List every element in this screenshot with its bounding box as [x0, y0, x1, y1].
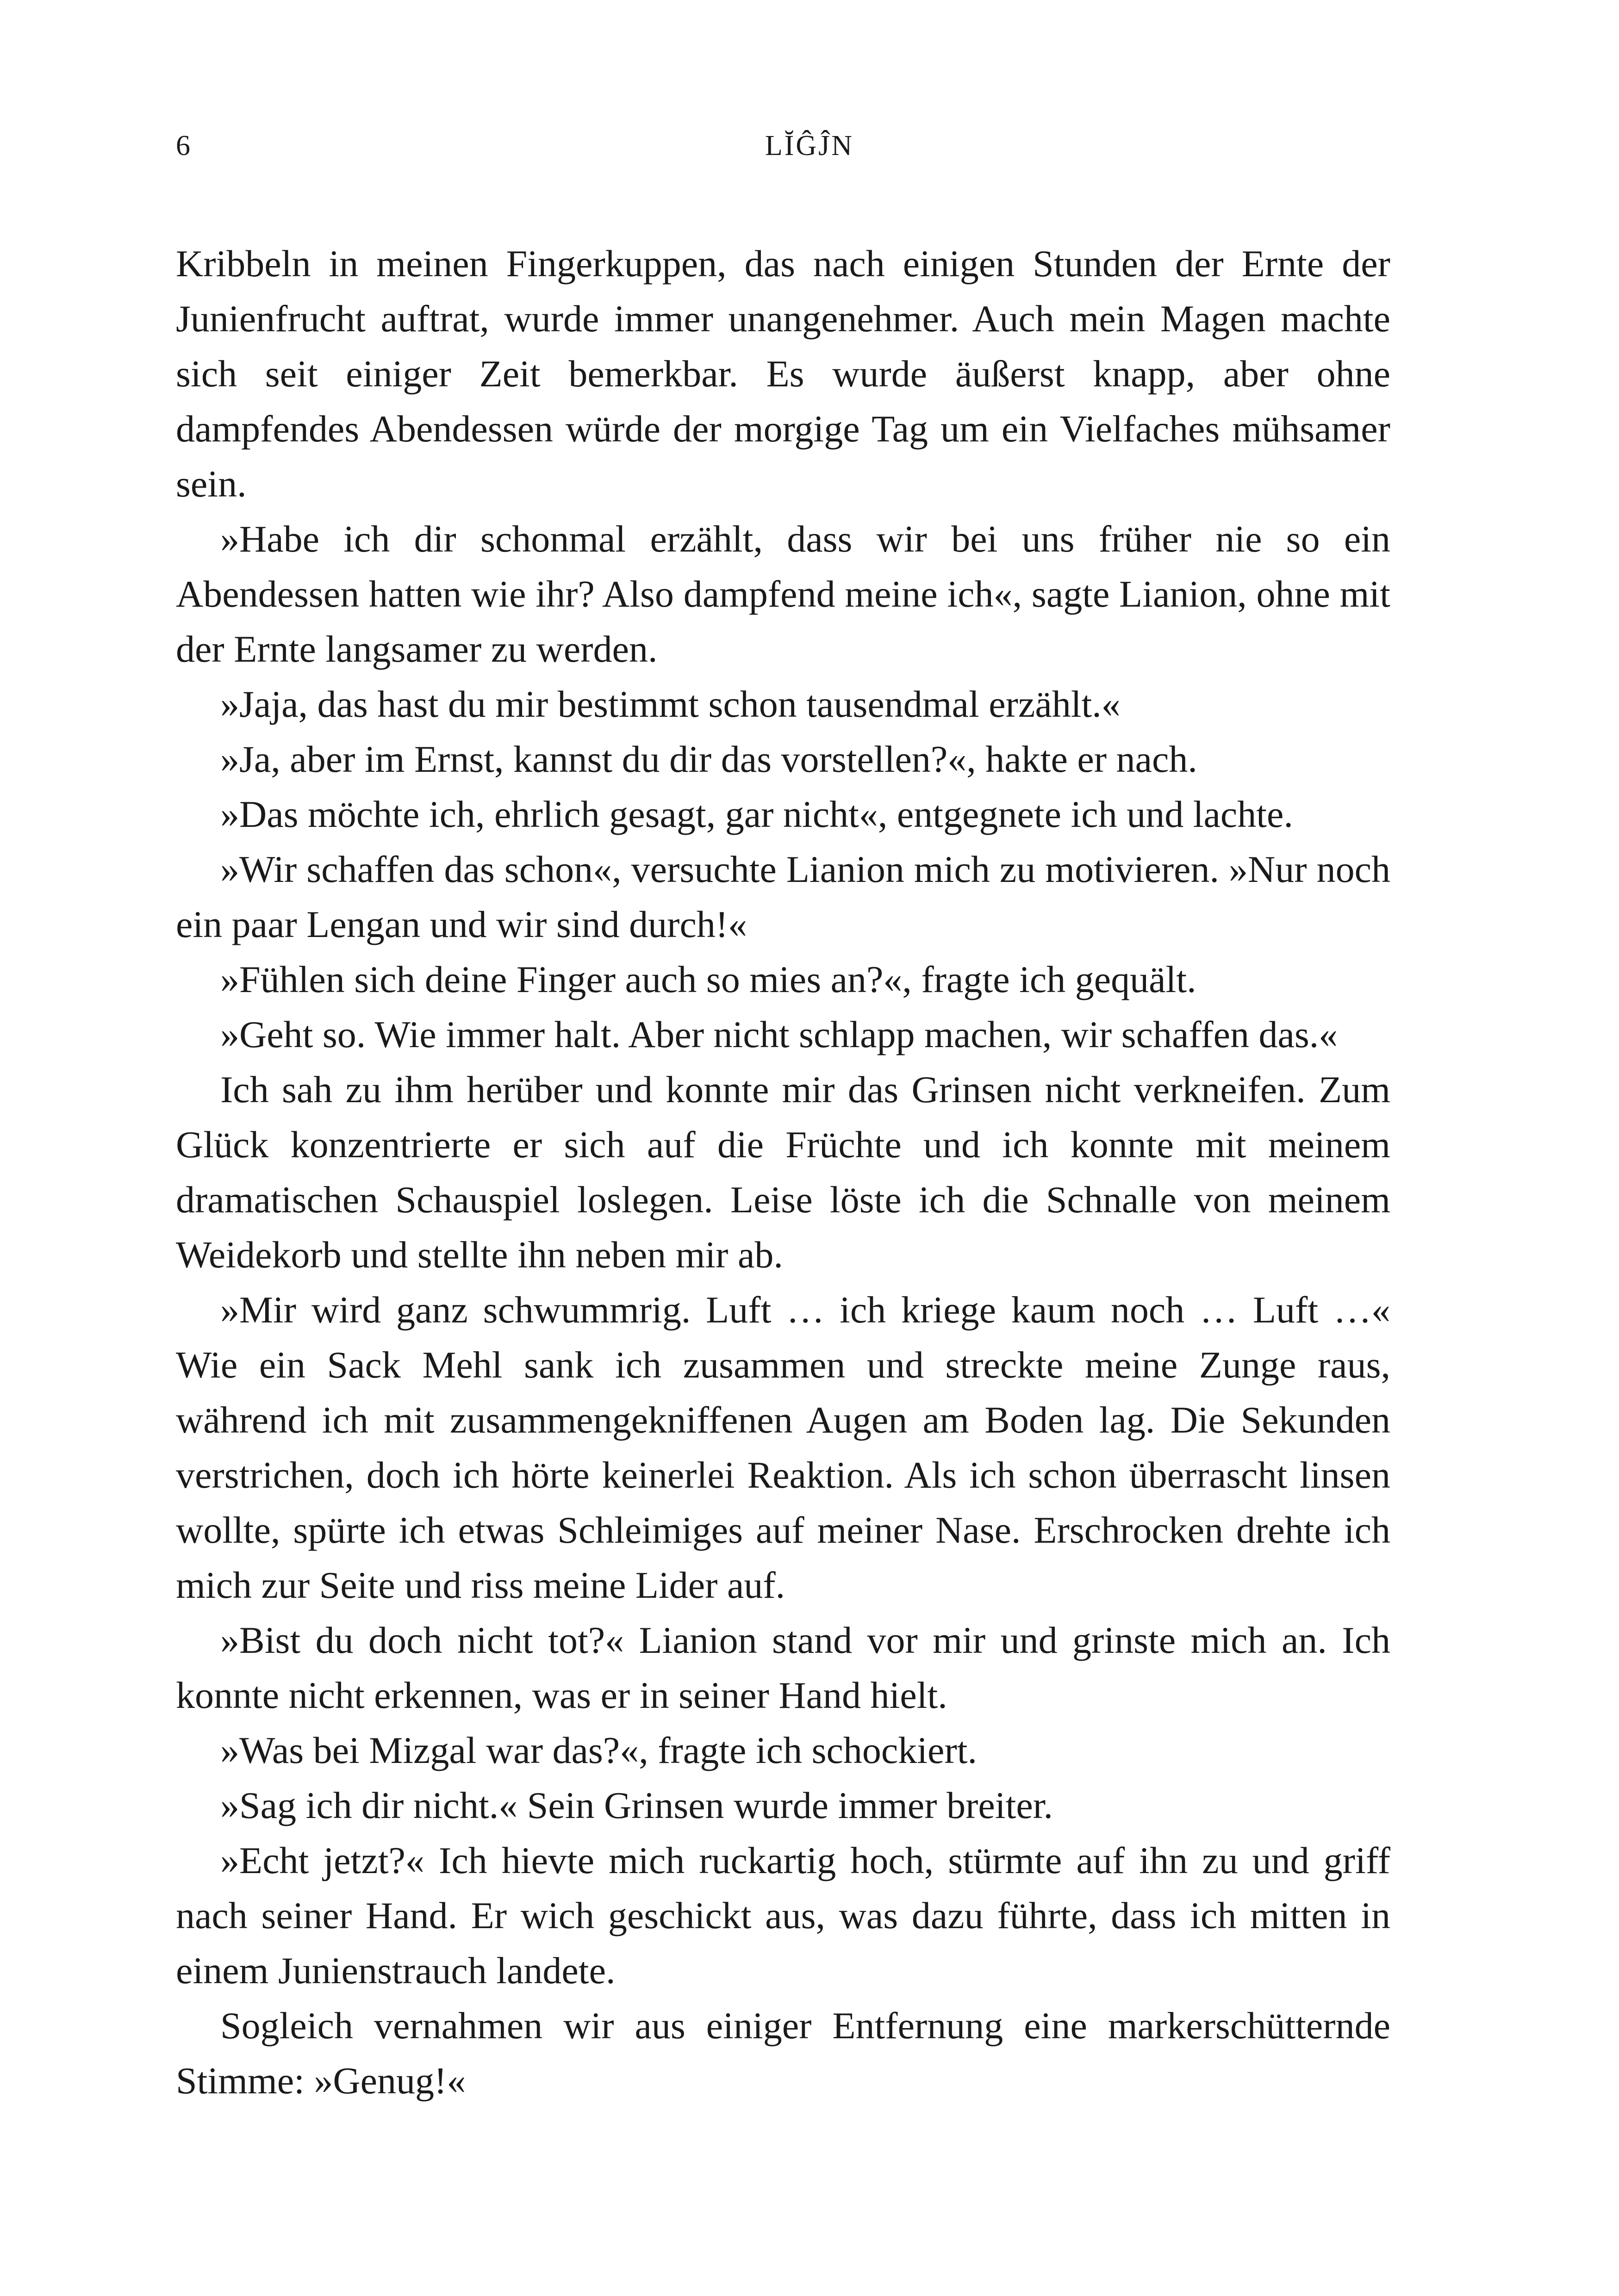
paragraph: Ich sah zu ihm herüber und konnte mir das Grinsen nicht verkneifen. Zum Glück konzentrierte er sich auf die Früchte und ich konnte mit meinem dramatischen Schauspiel loslegen. Leise löste ich die Schnalle von meinem Weidekorb und stellte ihn neben mir ab. [176, 1068, 1390, 1276]
paragraph: »Mir wird ganz schwummrig. Luft … ich kriege kaum noch … Luft …« Wie ein Sack Mehl sank ich zusammen und streckte meine Zunge raus, während ich mit zusammengekniffenen Augen am Boden lag. Die Sekunden verstrichen, doch ich hörte keinerlei Reaktion. Als ich schon überrascht linsen wollte, spürte ich etwas Schleimiges auf meiner Nase. Erschrocken drehte ich mich zur Seite und riss meine Lider auf. [176, 1289, 1390, 1606]
paragraph: »Sag ich dir nicht.« Sein Grinsen wurde immer breiter. [220, 1784, 1053, 1826]
paragraph: Sogleich vernahmen wir aus einiger Entfernung eine markerschütternde Stimme: »Genug!« [176, 2004, 1390, 2102]
paragraph: »Echt jetzt?« Ich hievte mich ruckartig hoch, stürmte auf ihn zu und griff nach seiner Hand. Er wich geschickt aus, was dazu führte, dass ich mitten in einem Junienstrauch landete. [176, 1839, 1390, 1992]
paragraph: »Bist du doch nicht tot?« Lianion stand vor mir und grinste mich an. Ich konnte nicht erkennen, was er in seiner Hand hielt. [176, 1619, 1390, 1716]
paragraph: »Geht so. Wie immer halt. Aber nicht schlapp machen, wir schaffen das.« [220, 1013, 1338, 1055]
paragraph: »Das möchte ich, ehrlich gesagt, gar nicht«, entgegnete ich und lachte. [220, 793, 1293, 835]
paragraph: »Wir schaffen das schon«, versuchte Lianion mich zu motivieren. »Nur noch ein paar Lengan und wir sind durch!« [176, 848, 1390, 945]
running-head: LĬĜĴN [765, 130, 854, 161]
paragraph: »Fühlen sich deine Finger auch so mies an?«, fragte ich gequält. [220, 958, 1196, 1000]
paragraph: »Ja, aber im Ernst, kannst du dir das vorstellen?«, hakte er nach. [220, 738, 1197, 780]
body-text [176, 236, 1390, 2108]
paragraph: »Jaja, das hast du mir bestimmt schon tausendmal erzählt.« [220, 683, 1121, 725]
paragraph: »Was bei Mizgal war das?«, fragte ich schockiert. [220, 1729, 978, 1771]
page-header [0, 125, 1619, 167]
page-number: 6 [176, 130, 190, 161]
paragraph: »Habe ich dir schonmal erzählt, dass wir bei uns früher nie so ein Abendessen hatten wie ihr? Also dampfend meine ich«, sagte Lianion, ohne mit der Ernte langsamer zu werden. [176, 518, 1390, 670]
paragraph: Kribbeln in meinen Fingerkuppen, das nach einigen Stunden der Ernte der Junienfrucht auftrat, wurde immer unangenehmer. Auch mein Magen machte sich seit einiger Zeit bemerkbar. Es wurde äußerst knapp, aber ohne dampfendes Abendessen würde der morgige Tag um ein Vielfaches mühsamer sein. [176, 242, 1390, 505]
